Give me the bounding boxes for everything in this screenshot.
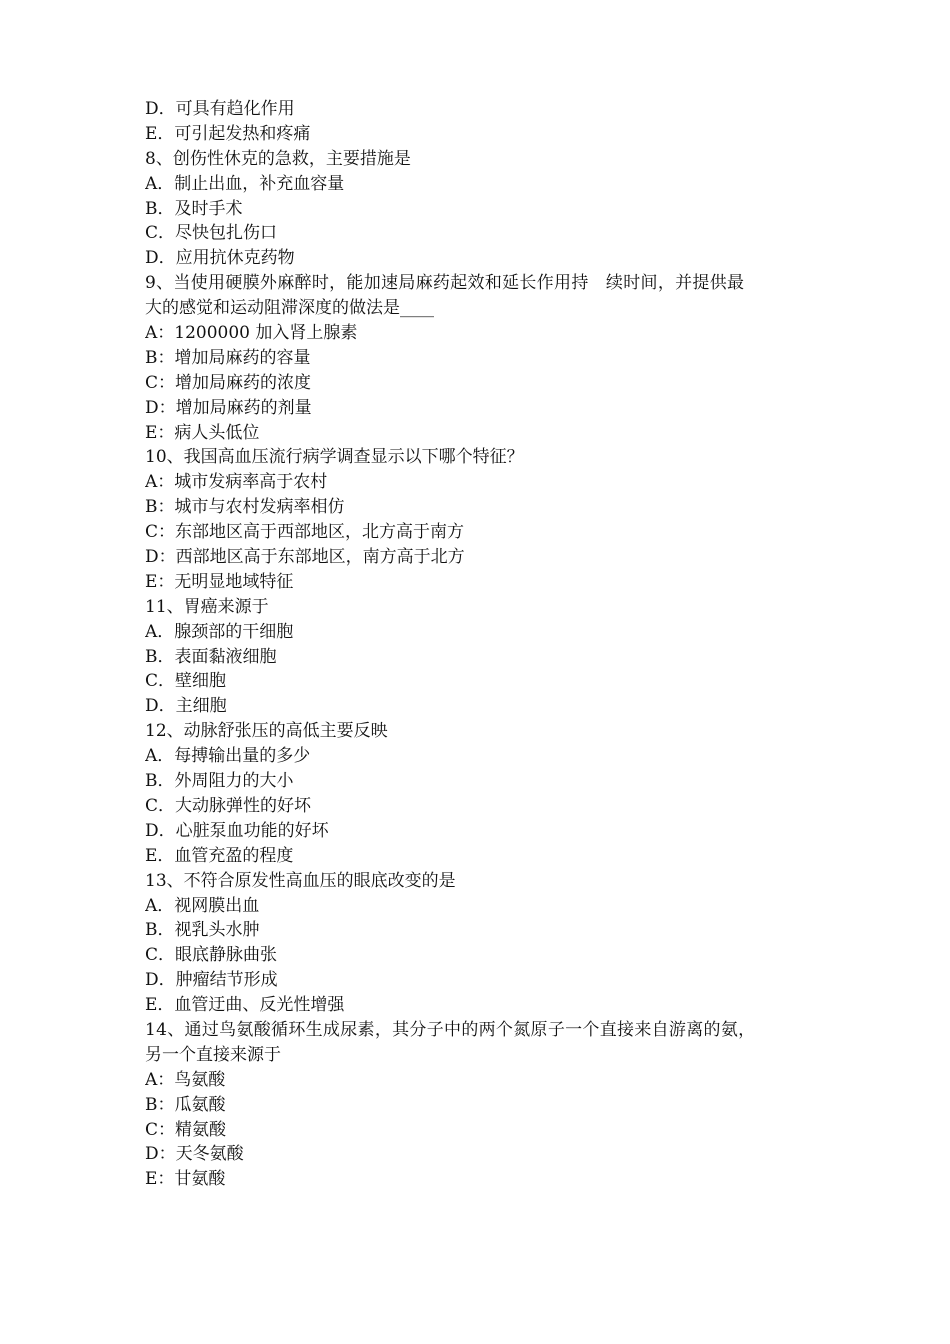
option-text: C．眼底静脉曲张 xyxy=(145,945,278,966)
option-text: C：增加局麻药的浓度 xyxy=(145,372,312,393)
option-text: A：1200000 加入肾上腺素 xyxy=(145,323,358,344)
option-text: D．应用抗休克药物 xyxy=(145,248,295,269)
option-text: B．外周阻力的大小 xyxy=(145,771,294,792)
option-text: A．每搏输出量的多少 xyxy=(145,746,311,767)
option-text: E：无明显地域特征 xyxy=(145,571,294,592)
question-text: 13、不符合原发性高血压的眼底改变的是 xyxy=(145,870,456,891)
question-text: 10、我国高血压流行病学调查显示以下哪个特征？ xyxy=(145,447,524,468)
question-text: 14、通过鸟氨酸循环生成尿素，其分子中的两个氮原子一个直接来自游离的氨， xyxy=(145,1019,756,1040)
option-text: B．表面黏液细胞 xyxy=(145,646,277,667)
option-text: D．肿瘤结节形成 xyxy=(145,970,278,991)
option-text: C．大动脉弹性的好坏 xyxy=(145,795,312,816)
option-text: E：病人头低位 xyxy=(145,422,260,443)
option-text: A：鸟氨酸 xyxy=(145,1069,226,1090)
option-text: C．壁细胞 xyxy=(145,671,227,692)
option-text: D：天冬氨酸 xyxy=(145,1144,244,1165)
option-text: A．腺颈部的干细胞 xyxy=(145,621,294,642)
question-text: 另一个直接来源于 xyxy=(145,1044,281,1065)
option-text: B：瓜氨酸 xyxy=(145,1094,226,1115)
option-text: D：西部地区高于东部地区，南方高于北方 xyxy=(145,547,465,568)
option-text: A：城市发病率高于农村 xyxy=(145,472,328,493)
question-text: 9、当使用硬膜外麻醉时，能加速局麻药起效和延长作用持 续时间，并提供最 xyxy=(145,273,745,294)
option-text: B．及时手术 xyxy=(145,198,243,219)
option-text: B：城市与农村发病率相仿 xyxy=(145,497,345,518)
option-text: A．制止出血，补充血容量 xyxy=(145,173,345,194)
option-text: D．主细胞 xyxy=(145,696,227,717)
option-text: C：东部地区高于西部地区，北方高于南方 xyxy=(145,522,465,543)
option-text: E．血管充盈的程度 xyxy=(145,845,294,866)
question-text: 12、动脉舒张压的高低主要反映 xyxy=(145,721,388,742)
option-text: D．心脏泵血功能的好坏 xyxy=(145,820,329,841)
question-text: 8、创伤性休克的急救，主要措施是 xyxy=(145,148,411,169)
option-text: A．视网膜出血 xyxy=(145,895,260,916)
option-text: D．可具有趋化作用 xyxy=(145,99,295,119)
option-text: B．视乳头水肿 xyxy=(145,920,260,941)
option-text: E：甘氨酸 xyxy=(145,1169,226,1190)
option-text: B：增加局麻药的容量 xyxy=(145,347,311,368)
option-text: E．血管迂曲、反光性增强 xyxy=(145,995,345,1016)
question-text: 11、胃癌来源于 xyxy=(145,596,269,617)
question-text: 大的感觉和运动阻滞深度的做法是____ xyxy=(145,298,434,319)
option-text: C：精氨酸 xyxy=(145,1119,227,1140)
option-text: D：增加局麻药的剂量 xyxy=(145,397,312,418)
option-text: E．可引起发热和疼痛 xyxy=(145,123,311,144)
option-text: C．尽快包扎伤口 xyxy=(145,223,278,244)
